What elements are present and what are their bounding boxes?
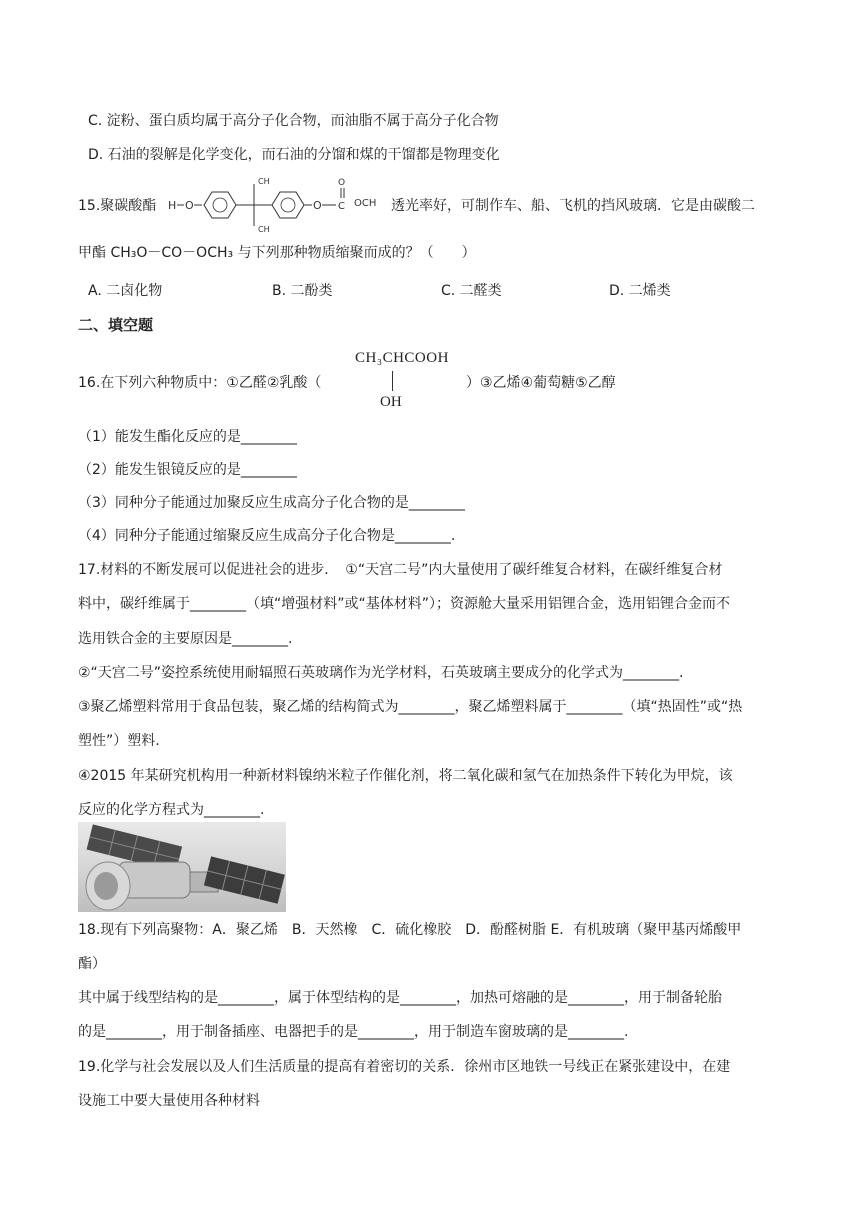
structure-ch3-top: CH bbox=[258, 177, 270, 186]
q14-option-c: C. 淀粉、蛋白质均属于高分子化合物，而油脂不属于高分子化合物 bbox=[88, 113, 499, 129]
structure-h-label: H bbox=[168, 199, 177, 212]
q19-line-1: 19.化学与社会发展以及人们生活质量的提高有着密切的关系．徐州市区地铁一号线正在紧张建设中，在建 bbox=[78, 1059, 731, 1075]
q18-line-1: 18.现有下列高聚物：A．聚乙烯 B．天然橡 C．硫化橡胶 D．酚醛树脂 E．有机玻璃（聚甲基丙烯酸甲 bbox=[78, 922, 742, 938]
q16-prefix: 16.在下列六种物质中：①乙醛②乳酸（ bbox=[78, 375, 322, 391]
structure-c-label: C bbox=[338, 201, 345, 212]
q15-option-b: B. 二酚类 bbox=[272, 283, 333, 299]
structure-end-label: OCH bbox=[354, 198, 377, 209]
q16-suffix: ）③乙烯④葡萄糖⑤乙醇 bbox=[466, 375, 616, 391]
q14-option-d: D. 石油的裂解是化学变化，而石油的分馏和煤的干馏都是物理变化 bbox=[88, 147, 500, 163]
section-title: 二、填空题 bbox=[78, 316, 154, 334]
q15-prefix: 15.聚碳酸酯 bbox=[78, 198, 157, 214]
q18-line-3: 其中属于线型结构的是________，属于体型结构的是________，加热可熔融的是________，用于制备轮胎 bbox=[78, 990, 722, 1006]
lactic-acid-bond bbox=[392, 371, 393, 391]
q18-line-2: 酯） bbox=[78, 956, 106, 972]
tiangong-illustration bbox=[78, 822, 286, 912]
q17-line-3: 选用铁合金的主要原因是________. bbox=[78, 631, 293, 647]
polycarbonate-structure bbox=[164, 170, 394, 240]
q17-line-6: 塑性”）塑料. bbox=[78, 733, 160, 749]
q17-line-7: ④2015 年某研究机构用一种新材料镍纳米粒子作催化剂，将二氧化碳和氢气在加热条件下转化为甲烷，该 bbox=[78, 768, 733, 784]
q15-line2: 甲酯 CH₃O－CO－OCH₃ 与下列那种物质缩聚而成的？（ ） bbox=[78, 245, 476, 261]
q16-item-2: （2）能发生银镜反应的是________ bbox=[78, 462, 297, 478]
q17-line-2: 料中，碳纤维属于________（填“增强材料”或“基体材料”）；资源舱大量采用铝锂合金，选用铝锂合金而不 bbox=[78, 596, 731, 612]
q17-line-1: 17.材料的不断发展可以促进社会的进步． ①“天宫二号”内大量使用了碳纤维复合材料，在碳纤维复合材 bbox=[78, 562, 723, 578]
q18-line-4: 的是________，用于制备插座、电器把手的是________，用于制造车窗玻璃的是________. bbox=[78, 1024, 629, 1040]
structure-carbonyl-o: O bbox=[338, 178, 346, 188]
lactic-acid-oh: OH bbox=[380, 394, 402, 410]
lactic-acid-structure bbox=[355, 350, 475, 412]
tiangong-photo bbox=[78, 822, 286, 912]
structure-ch3-bottom: CH bbox=[258, 225, 270, 234]
q15-suffix: 透光率好，可制作车、船、飞机的挡风玻璃．它是由碳酸二 bbox=[391, 198, 755, 214]
q15-option-c: C. 二醛类 bbox=[441, 283, 502, 299]
structure-o2-label: O bbox=[313, 199, 322, 212]
q19-line-2: 设施工中要大量使用各种材料 bbox=[78, 1093, 260, 1109]
structure-o-label: O bbox=[185, 199, 194, 212]
q15-option-a: A. 二卤化物 bbox=[88, 283, 163, 299]
q16-item-4: （4）同种分子能通过缩聚反应生成高分子化合物是________. bbox=[78, 528, 456, 544]
q17-line-8: 反应的化学方程式为________. bbox=[78, 802, 265, 818]
q17-line-5: ③聚乙烯塑料常用于食品包装，聚乙烯的结构简式为________，聚乙烯塑料属于________（填“热固性”或“热 bbox=[78, 699, 743, 715]
q15-option-d: D. 二烯类 bbox=[609, 283, 671, 299]
q16-item-1: （1）能发生酯化反应的是________ bbox=[78, 429, 297, 445]
q16-item-3: （3）同种分子能通过加聚反应生成高分子化合物的是________ bbox=[78, 495, 465, 511]
q17-line-4: ②“天宫二号”姿控系统使用耐辐照石英玻璃作为光学材料，石英玻璃主要成分的化学式为________. bbox=[78, 665, 684, 681]
lactic-acid-top: CH₃CHCOOH bbox=[355, 350, 449, 366]
